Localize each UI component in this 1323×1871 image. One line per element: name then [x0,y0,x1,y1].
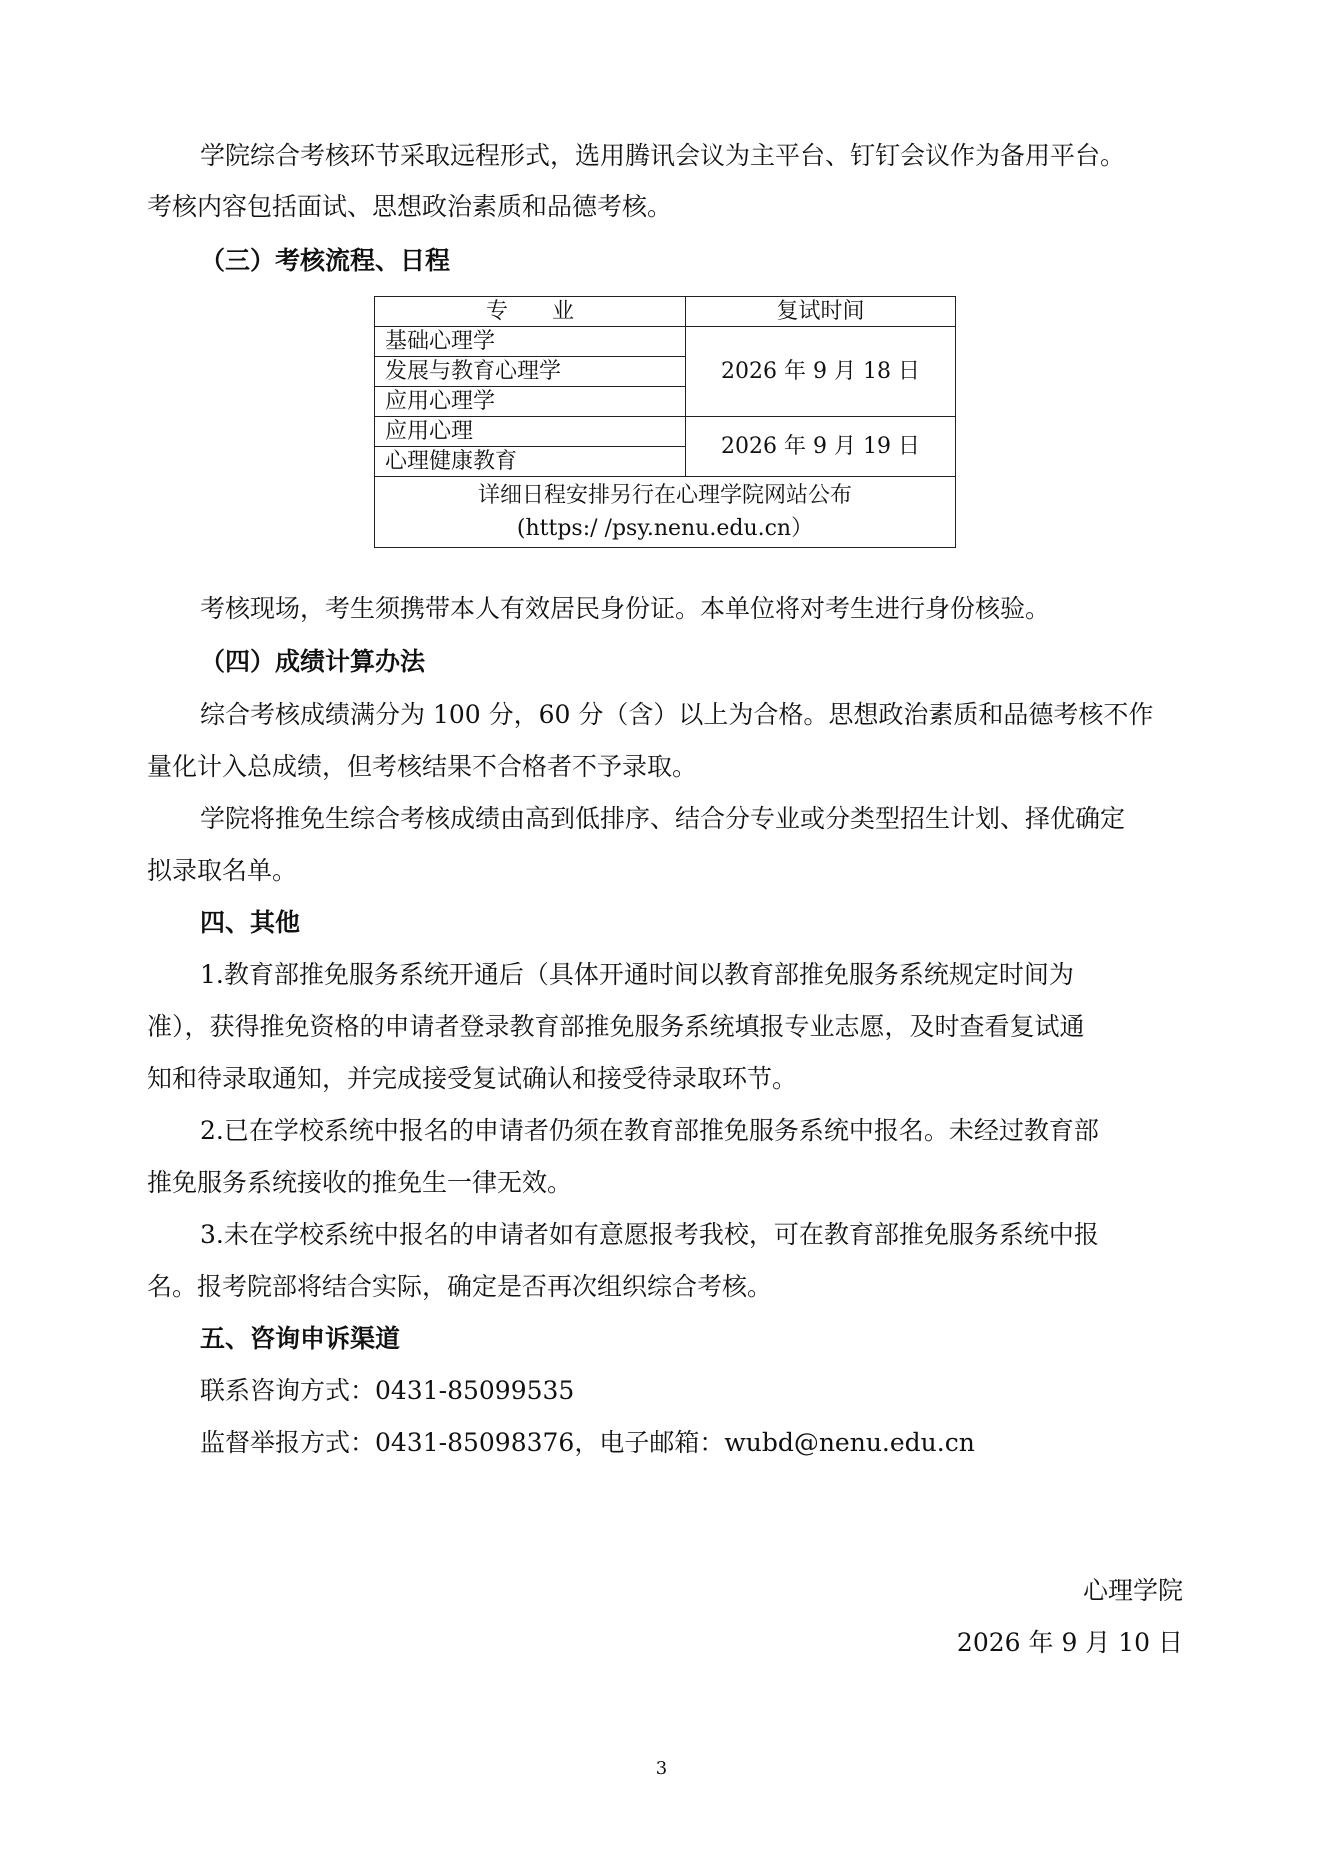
section-heading: （四）成绩计算办法 [200,647,426,676]
table-row [375,417,956,447]
section-heading: 四、其他 [200,908,301,937]
paragraph-line: 拟录取名单。 [147,856,298,885]
paragraph-line: 学院将推免生综合考核成绩由高到低排序、结合分专业或分类型招生计划、择优确定 [200,804,1126,833]
paragraph-line: 推免服务系统接收的推免生一律无效。 [147,1168,573,1197]
table-header-row [375,297,956,327]
contact-phone: 联系咨询方式：0431-85099535 [200,1376,575,1405]
table-cell-date: 2026 年 9 月 18 日 [686,327,956,417]
paragraph-line: 考核现场，考生须携带本人有效居民身份证。本单位将对考生进行身份核验。 [200,594,1051,623]
table-cell-major: 基础心理学 [375,327,686,357]
page-number: 3 [655,1758,668,1779]
report-contact: 监督举报方式：0431-85098376，电子邮箱：wubd@nenu.edu.cn [200,1428,975,1457]
section-heading: 五、咨询申诉渠道 [200,1324,401,1353]
table-note [375,477,956,548]
paragraph-line: 名。报考院部将结合实际，确定是否再次组织综合考核。 [147,1272,773,1301]
paragraph-line: 学院综合考核环节采取远程形式，选用腾讯会议为主平台、钉钉会议作为备用平台。 [200,141,1126,170]
paragraph-line: 量化计入总成绩，但考核结果不合格者不予录取。 [147,752,698,781]
table-row [375,327,956,357]
table-cell-major: 发展与教育心理学 [375,357,686,387]
table-note-row [375,477,956,548]
section-heading: （三）考核流程、日程 [200,246,451,275]
table-note-line: 详细日程安排另行在心理学院网站公布 [477,483,852,508]
table-cell-major: 心理健康教育 [375,447,686,477]
table-cell-date: 2026 年 9 月 19 日 [686,417,956,477]
table-note-url: (https:/ /psy.nenu.edu.cn） [516,516,814,541]
paragraph-line: 知和待录取通知，并完成接受复试确认和接受待录取环节。 [147,1064,798,1093]
paragraph-line: 准），获得推免资格的申请者登录教育部推免服务系统填报专业志愿，及时查看复试通 [147,1012,1085,1041]
signature-org: 心理学院 [1082,1576,1183,1605]
table-header-time: 复试时间 [686,297,956,327]
paragraph-line: 考核内容包括面试、思想政治素质和品德考核。 [147,192,673,221]
signature-date: 2026 年 9 月 10 日 [956,1628,1183,1657]
paragraph-line: 3.未在学校系统中报名的申请者如有意愿报考我校，可在教育部推免服务系统中报 [200,1220,1099,1249]
paragraph-line: 1.教育部推免服务系统开通后（具体开通时间以教育部推免服务系统规定时间为 [200,960,1074,989]
paragraph-line: 2.已在学校系统中报名的申请者仍须在教育部推免服务系统中报名。未经过教育部 [200,1116,1099,1145]
table-header-major: 专 业 [375,297,686,327]
table-cell-major: 应用心理 [375,417,686,447]
schedule-table [374,296,956,548]
table-cell-major: 应用心理学 [375,387,686,417]
paragraph-line: 综合考核成绩满分为 100 分，60 分（含）以上为合格。思想政治素质和品德考核不作 [200,700,1154,729]
